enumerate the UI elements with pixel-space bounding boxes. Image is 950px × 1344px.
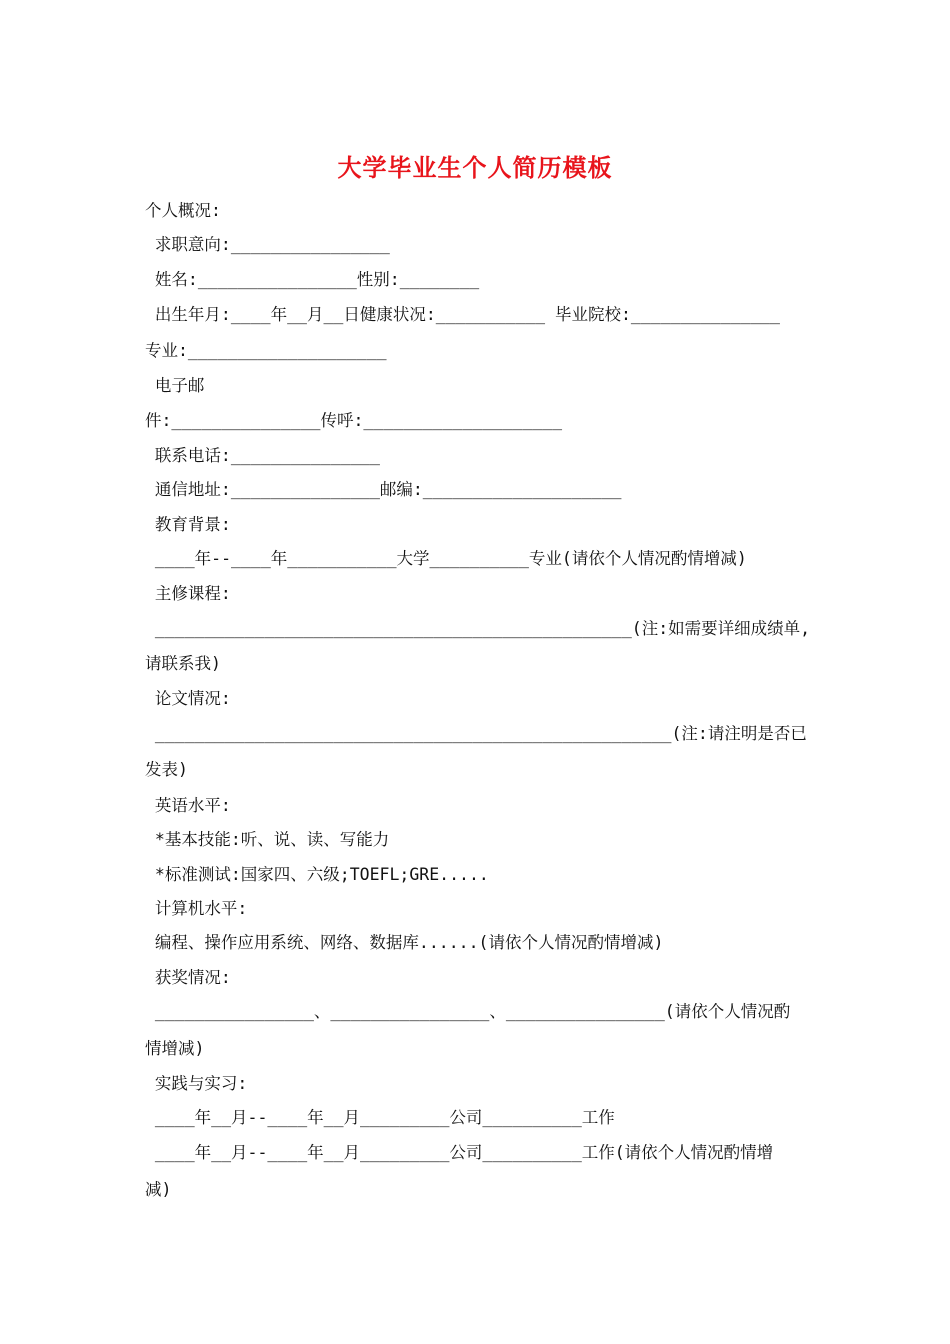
section-label-overview: 个人概况: xyxy=(145,201,221,220)
field-awards-note-end: 情增减) xyxy=(145,1039,205,1058)
field-major: 专业:____________________ xyxy=(145,341,387,360)
field-practice-note-end: 减) xyxy=(145,1180,172,1199)
field-courses-note-end: 请联系我) xyxy=(145,654,221,673)
section-label-awards: 获奖情况: xyxy=(145,968,231,987)
field-thesis: ____________________________________________________(注:请注明是否已 xyxy=(145,724,807,743)
english-basic-skills: *基本技能:听、说、读、写能力 xyxy=(145,830,390,849)
english-standard-tests: *标准测试:国家四、六级;TOEFL;GRE..... xyxy=(145,865,489,884)
field-name-gender: 姓名:________________性别:________ xyxy=(145,270,480,289)
section-label-education: 教育背景: xyxy=(145,515,231,534)
document-title: 大学毕业生个人简历模板 xyxy=(337,153,613,182)
field-education-period: ____年--____年___________大学__________专业(请依个人情况酌情增减) xyxy=(145,549,747,568)
section-label-thesis: 论文情况: xyxy=(145,689,231,708)
section-label-english: 英语水平: xyxy=(145,796,231,815)
section-label-courses: 主修课程: xyxy=(145,584,231,603)
computer-skills: 编程、操作应用系统、网络、数据库......(请依个人情况酌情增减) xyxy=(145,933,664,952)
field-practice-1: ____年__月--____年__月_________公司__________工作 xyxy=(145,1108,615,1127)
field-email-start: 电子邮 xyxy=(145,376,205,395)
field-email-pager: 件:_______________传呼:____________________ xyxy=(145,411,563,430)
field-address-zip: 通信地址:_______________邮编:____________________ xyxy=(145,480,622,499)
field-awards: ________________、________________、________________(请依个人情况酌 xyxy=(145,1002,791,1021)
field-practice-2: ____年__月--____年__月_________公司__________工作(请依个人情况酌情增 xyxy=(145,1143,774,1162)
section-label-computer: 计算机水平: xyxy=(145,899,248,918)
field-birth-health-school: 出生年月:____年__月__日健康状况:___________ 毕业院校:_______________ xyxy=(145,305,780,324)
field-phone: 联系电话:_______________ xyxy=(145,446,380,465)
field-courses: ________________________________________________(注:如需要详细成绩单, xyxy=(145,619,811,638)
field-thesis-note-end: 发表) xyxy=(145,760,188,779)
section-label-practice: 实践与实习: xyxy=(145,1074,248,1093)
field-job-intention: 求职意向:________________ xyxy=(145,235,390,254)
